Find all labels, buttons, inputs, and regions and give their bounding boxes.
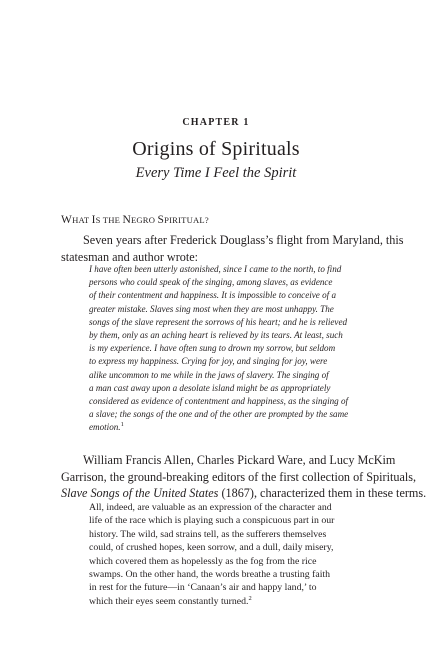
chapter-title: Origins of Spirituals <box>132 138 300 160</box>
quote-line: which covered them as hopelessly as the fog from the rice <box>89 555 317 567</box>
quote-line: swamps. On the other hand, the words breathe a trusting faith <box>89 569 331 581</box>
quote-line: alike uncommon to me while in the jaws of slavery. The singing of <box>89 369 329 380</box>
quote-line: All, indeed, are valuable as an expression of the character and <box>89 502 332 513</box>
section-heading <box>61 214 381 226</box>
quote-line: to express my happiness. Crying for joy, and singing for joy, were <box>89 356 328 367</box>
book-title: Slave Songs of the United States <box>61 486 219 500</box>
heading-smallcaps: S THE <box>95 215 123 225</box>
heading-smallcaps: PIRITUAL? <box>164 215 209 225</box>
quote-line: is my experience. I have often sung to drown my sorrow, but seldom <box>89 343 336 354</box>
quote-line: could, of crushed hopes, keen sorrow, and a dull, daily misery, <box>89 542 334 554</box>
quote-line: songs of the slave represent the sorrows of his heart; and he is relieved <box>89 316 348 327</box>
chapter-subtitle: Every Time I Feel the Spirit <box>135 165 297 181</box>
quote-line-last <box>89 421 373 434</box>
paragraph-douglass-intro <box>61 232 404 265</box>
quote-line: in rest for the future—in ‘Canaan’s air and happy land,’ to <box>89 582 317 594</box>
text-line <box>61 485 427 502</box>
heading-cap: N <box>122 214 131 226</box>
quote-line: history. The wild, sad strains tell, as the sufferers themselves <box>89 528 327 540</box>
heading-cap: I <box>91 214 96 226</box>
heading-cap: S <box>157 214 165 226</box>
text-line: statesman and author wrote: <box>61 249 199 264</box>
quote-line-last <box>89 595 373 608</box>
quote-line: greater mistake. Slaves sing most when they are most unhappy. The <box>89 303 334 314</box>
text-line: William Francis Allen, Charles Pickard Ware, and Lucy McKim <box>83 453 396 467</box>
quote-line-text: which their eyes seem constantly turned. <box>89 595 249 607</box>
heading-smallcaps: EGRO <box>130 215 158 225</box>
quote-line: of their contentment and happiness. It is impossible to conceive of a <box>89 290 337 301</box>
footnote-marker[interactable]: 1 <box>120 421 124 429</box>
quote-line: persons who could speak of the singing, among slaves, as evidence <box>89 277 333 288</box>
text-line: Garrison, the ground-breaking editors of the first collection of Spirituals, <box>61 469 417 484</box>
block-quote-douglass <box>89 263 373 435</box>
footnote-marker[interactable]: 2 <box>248 594 252 602</box>
quote-line: I have often been utterly astonished, since I came to the north, to find <box>89 264 342 274</box>
heading-cap: W <box>61 214 73 226</box>
heading-smallcaps: HAT <box>72 215 92 225</box>
text-line: Seven years after Frederick Douglass’s flight from Maryland, this <box>83 233 404 247</box>
quote-line: by them, only as an aching heart is relieved by its tears. At least, such <box>89 330 343 341</box>
paragraph-slave-songs <box>61 452 427 502</box>
text-run: (1867), characterized them in these terms. <box>218 486 427 500</box>
quote-line: life of the race which is playing such a conspicuous part in our <box>89 515 335 527</box>
quote-line: a man cast away upon a desolate island might be as appropriately <box>89 382 331 393</box>
block-quote-allen-ware-garrison <box>89 501 373 608</box>
quote-line: a slave; the songs of the one and of the other are prompted by the same <box>89 409 349 420</box>
quote-line-text: emotion. <box>89 422 121 433</box>
chapter-label: CHAPTER 1 <box>182 117 250 128</box>
quote-line: considered as evidence of contentment and happiness, as the singing of <box>89 396 349 407</box>
